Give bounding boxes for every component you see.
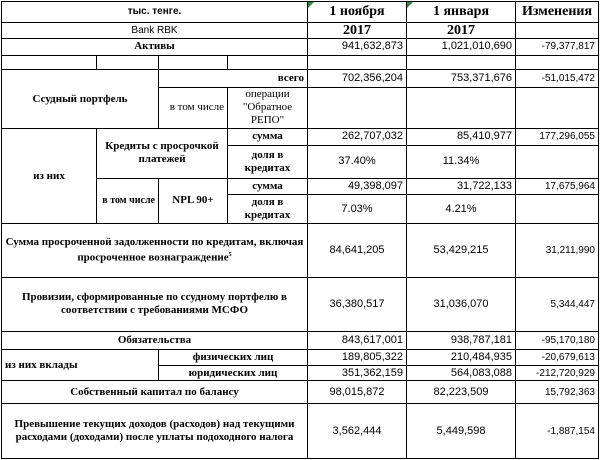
npl-label: NPL 90+ [159,178,228,223]
overdue-debt-label: Сумма просроченной задолженности по кредитам, включая просроченное вознаграждение$^5$ [2,224,308,278]
deposits-ind-chg: -20,679,613 [516,350,599,366]
overdue-share-label: доля в кредитах [228,145,308,178]
overdue-sum-v1: 262,707,032 [308,129,407,146]
row-excess [2,404,599,459]
row-provisions [2,277,599,331]
equity-chg: 15,792,363 [516,381,599,404]
loan-total-label: всего [159,70,308,88]
loan-total-v2: 753,371,676 [407,70,516,88]
row-loan-total [2,70,599,88]
loan-total-v1: 702,356,204 [308,70,407,88]
liabilities-label: Обязательства [2,331,308,350]
overdue-debt-chg: 31,211,990 [516,224,599,278]
col2-title: 1 января [407,2,516,23]
footnote-mark: 5 [228,252,232,259]
liabilities-v1: 843,617,001 [308,331,407,350]
npl-sum-v2: 31,722,133 [407,178,516,195]
overdue-debt-v1: 84,641,205 [308,224,407,278]
assets-v2: 1,021,010,690 [407,39,516,56]
header-row-1 [2,2,599,23]
excess-v2: 5,449,598 [407,404,516,459]
bank-name: Bank RBK [2,22,308,39]
row-assets [2,39,599,56]
deposits-leg-chg: -212,720,929 [516,365,599,381]
overdue-sum-chg: 177,296,055 [516,129,599,146]
npl-sum-v1: 49,398,097 [308,178,407,195]
deposits-leg-v1: 351,362,159 [308,365,407,381]
overdue-sum-label: сумма [228,129,308,146]
col1-title: 1 ноября [308,2,407,23]
provisions-v1: 36,380,517 [308,277,407,331]
npl-share-v2: 4.21% [407,195,516,224]
unit-label: тыс. тенге. [2,2,308,23]
equity-v1: 98,015,872 [308,381,407,404]
change-title: Изменения [516,2,599,23]
excess-label: Превышение текущих доходов (расходов) над текущими расходами (доходами) после уплаты подоходного налога [2,404,308,459]
col1-year: 2017 [308,22,407,39]
deposits-label: из них вклады [2,350,159,381]
liabilities-v2: 938,787,181 [407,331,516,350]
provisions-label: Провизии, сформированные по ссудному портфелю в соответствии с требованиями МСФО [2,277,308,331]
row-liabilities [2,331,599,350]
overdue-sum-v2: 85,410,977 [407,129,516,146]
equity-v2: 82,223,509 [407,381,516,404]
overdue-label: Кредиты с просрочкой платежей [97,129,228,179]
deposits-legal-label: юридических лиц [159,365,308,381]
deposits-individuals-label: физических лиц [159,350,308,366]
assets-label: Активы [2,39,308,56]
loan-portfolio-label: Ссудный портфель [2,70,159,129]
equity-label: Собственный капитал по балансу [2,381,308,404]
loan-including-label: в том числе [159,87,228,128]
overdue-debt-v2: 53,429,215 [407,224,516,278]
of-which-label: из них [2,129,97,224]
overdue-share-v1: 37.40% [308,145,407,178]
npl-sum-chg: 17,675,964 [516,178,599,195]
assets-chg: -79,377,817 [516,39,599,56]
excess-v1: 3,562,444 [308,404,407,459]
col2-year: 2017 [407,22,516,39]
row-overdue-debt [2,224,599,278]
row-overdue-sum [2,129,599,146]
overdue-share-v2: 11.34% [407,145,516,178]
loan-total-chg: -51,015,472 [516,70,599,88]
deposits-ind-v2: 210,484,935 [407,350,516,366]
npl-share-label: доля в кредитах [228,195,308,224]
liabilities-chg: -95,170,180 [516,331,599,350]
npl-including-label: в том числе [97,178,159,223]
deposits-leg-v2: 564,083,088 [407,365,516,381]
row-deposits-individuals [2,350,599,366]
npl-share-v1: 7.03% [308,195,407,224]
npl-sum-label: сумма [228,178,308,195]
header-row-2 [2,22,599,39]
bank-indicators-table [1,1,599,459]
excess-chg: -1,887,154 [516,404,599,459]
row-empty [2,55,599,69]
provisions-v2: 31,036,070 [407,277,516,331]
repo-label: операции "Обратное РЕПО" [228,87,308,128]
provisions-chg: 5,344,447 [516,277,599,331]
assets-v1: 941,632,873 [308,39,407,56]
deposits-ind-v1: 189,805,322 [308,350,407,366]
row-equity [2,381,599,404]
